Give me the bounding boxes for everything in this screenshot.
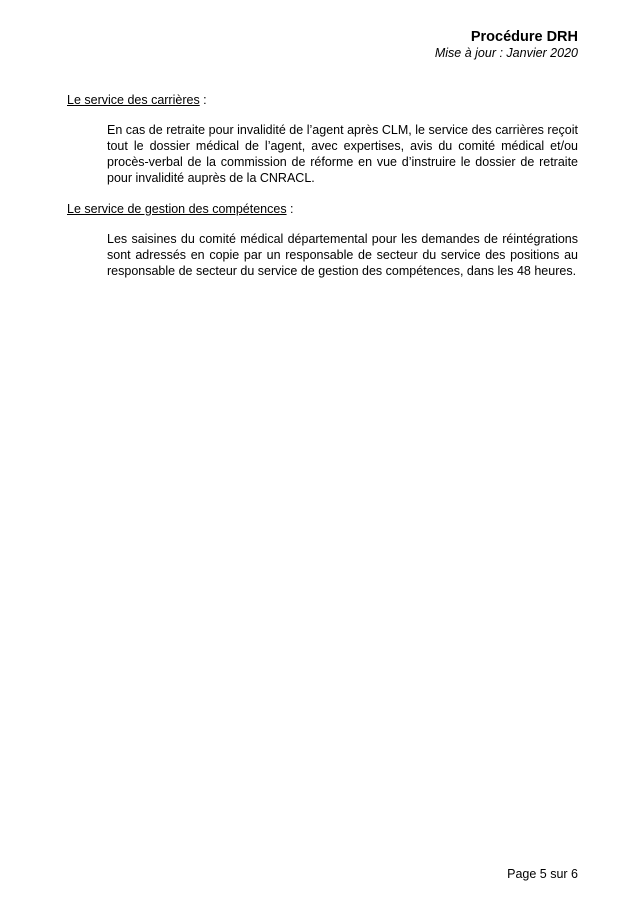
section-heading bbox=[67, 201, 578, 217]
update-date: Mise à jour : Janvier 2020 bbox=[434, 46, 578, 60]
section-heading-suffix: : bbox=[286, 202, 294, 216]
document-title: Procédure DRH bbox=[470, 29, 578, 45]
page-header bbox=[435, 28, 578, 61]
section-competences bbox=[67, 201, 578, 279]
section-carrieres bbox=[67, 92, 578, 186]
page-number: Page 5 sur 6 bbox=[507, 867, 578, 881]
section-heading-suffix: : bbox=[199, 93, 207, 107]
section-heading-text: Le service des carrières bbox=[67, 93, 200, 107]
section-paragraph: En cas de retraite pour invalidité de l’agent après CLM, le service des carrières reçoit tout le dossier médical de l’agent, avec expertises, avis du comité médical et/ou procès-verbal de la commission de réforme en vue d’instruire le dossier de retraite pour invalidité auprès de la CNRACL. bbox=[107, 123, 578, 185]
section-heading-text: Le service de gestion des compétences bbox=[67, 202, 287, 216]
section-paragraph: Les saisines du comité médical départemental pour les demandes de réintégrations sont adressés en copie par un responsable de secteur du service des positions au responsable de secteur du service de gestion des compétences, dans les 48 heures. bbox=[107, 232, 578, 278]
section-heading bbox=[67, 92, 578, 108]
